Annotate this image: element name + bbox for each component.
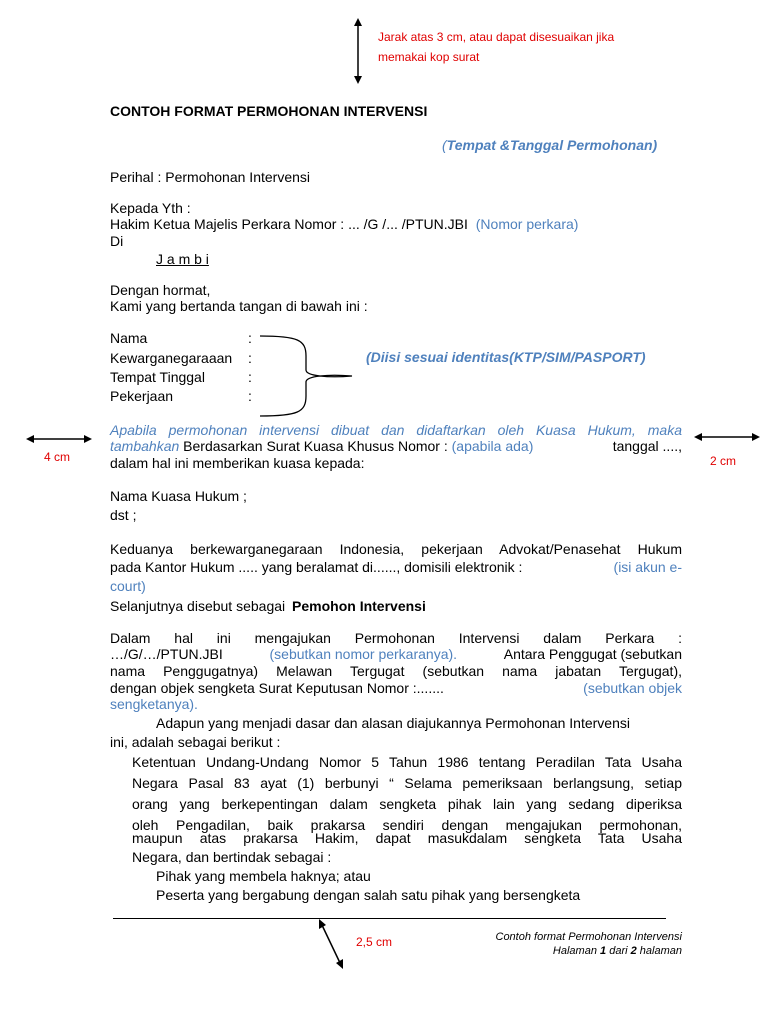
bottom-margin-note: 2,5 cm <box>356 935 393 949</box>
footer-halaman: Halaman <box>552 945 597 957</box>
adapun-line1: Adapun yang menjadi dasar dan alasan diajukannya Permohonan Intervensi <box>156 715 630 731</box>
colon-nama: : <box>248 330 252 346</box>
hakim-text: Hakim Ketua Majelis Perkara Nomor : ... /G /... /PTUN.JBI <box>110 216 468 232</box>
dalam-line5: sengketanya). <box>110 696 198 712</box>
perihal: Perihal : Permohonan Intervensi <box>110 169 310 185</box>
ketentuan-line5: maupun atas prakarsa Hakim, dapat masukdalam sengketa Tata Usaha <box>132 830 682 846</box>
colon-tempat-tinggal: : <box>248 369 252 385</box>
kuasa-surat: Berdasarkan Surat Kuasa Khusus Nomor : <box>183 438 448 454</box>
place-date-note <box>442 137 657 153</box>
keduanya-ecourt: (isi akun e- <box>613 559 682 575</box>
place-date-close: ) <box>652 137 658 153</box>
top-margin-note-line2: memakai kop surat <box>378 50 480 64</box>
option-2: Peserta yang bergabung dengan salah satu pihak yang bersengketa <box>156 887 581 903</box>
salutation: Dengan hormat, <box>110 282 211 298</box>
dalam-sebutkan-nomor: (sebutkan nomor perkaranya). <box>269 646 458 662</box>
footer-divider <box>113 918 666 919</box>
field-pekerjaan: Pekerjaan <box>110 388 174 404</box>
right-margin-note: 2 cm <box>710 454 737 468</box>
kuasa-tanggal: tanggal ...., <box>612 438 682 454</box>
place-date-text: Tempat &Tanggal Permohonan <box>446 137 653 153</box>
keduanya-line2-text: pada Kantor Hukum ..... yang beralamat di......, domisili elektronik : <box>110 559 523 575</box>
colon-kewarganegaraan: : <box>248 350 252 366</box>
keduanya-line2 <box>110 558 682 576</box>
ketentuan-line6: Negara, dan bertindak sebagai : <box>132 849 332 865</box>
footer-title: Contoh format Permohonan Intervensi <box>495 931 682 943</box>
kuasa-apabila: (apabila ada) <box>451 438 534 454</box>
dalam-sebutkan-objek: (sebutkan objek <box>583 680 682 696</box>
ketentuan-line2: Negara Pasal 83 ayat (1) berbunyi “ Selama pemeriksaan berlangsung, setiap <box>132 775 682 791</box>
footer-page-num: 1 <box>600 945 607 957</box>
footer-page-total: 2 <box>630 945 637 957</box>
top-margin-arrow <box>350 18 366 84</box>
hakim-line <box>110 215 578 233</box>
identity-note: (Diisi sesuai identitas(KTP/SIM/PASPORT) <box>366 349 646 365</box>
selanjutnya-line <box>110 597 426 615</box>
option-1: Pihak yang membela haknya; atau <box>156 868 371 884</box>
field-nama: Nama <box>110 330 148 346</box>
kuasa-line3: dalam hal ini memberikan kuasa kepada: <box>110 455 365 471</box>
kepada: Kepada Yth : <box>110 200 191 216</box>
dalam-antara: Antara Penggugat (sebutkan <box>503 646 682 662</box>
doc-title: CONTOH FORMAT PERMOHONAN INTERVENSI <box>110 103 428 119</box>
selanjutnya-text: Selanjutnya disebut sebagai <box>110 598 286 614</box>
kuasa-line2-left <box>110 437 533 455</box>
dalam-line3: nama Penggugatnya) Melawan Tergugat (sebutkan nama jabatan Tergugat), <box>110 663 682 679</box>
ketentuan-line3: orang yang berkepentingan dalam sengketa pihak lain yang sedang diperiksa <box>132 796 682 812</box>
keduanya-line3: court) <box>110 578 146 594</box>
kuasa-tambahkan: tambahkan <box>110 438 180 454</box>
ketentuan-line1: Ketentuan Undang-Undang Nomor 5 Tahun 1986 tentang Peradilan Tata Usaha <box>132 754 682 770</box>
right-margin-arrow <box>694 430 760 444</box>
di-line: Di <box>110 233 124 249</box>
kuasa-line1: Apabila permohonan intervensi dibuat dan didaftarkan oleh Kuasa Hukum, maka <box>110 422 682 438</box>
kuasa-line2 <box>110 437 682 455</box>
left-margin-note: 4 cm <box>44 450 71 464</box>
nama-kuasa: Nama Kuasa Hukum ; <box>110 488 247 504</box>
ketentuan-line4: oleh Pengadilan, baik prakarsa sendiri dengan mengajukan permohonan, <box>132 817 682 833</box>
top-margin-note-line1: Jarak atas 3 cm, atau dapat disesuaikan jika <box>378 30 615 44</box>
left-margin-arrow <box>26 432 92 446</box>
place-date-open: ( <box>442 137 447 153</box>
intro-line: Kami yang bertanda tangan di bawah ini : <box>110 298 368 314</box>
city: J a m b i <box>156 251 209 267</box>
nomor-perkara-note: (Nomor perkara) <box>475 216 579 232</box>
colon-pekerjaan: : <box>248 388 252 404</box>
dalam-line2 <box>110 645 682 663</box>
footer-halaman-end: halaman <box>639 945 682 957</box>
bottom-margin-arrow <box>316 918 346 970</box>
footer-dari: dari <box>609 945 628 957</box>
adapun-line2: ini, adalah sebagai berikut : <box>110 734 281 750</box>
keduanya-line1: Keduanya berkewarganegaraan Indonesia, pekerjaan Advokat/Penasehat Hukum <box>110 541 682 557</box>
field-kewarganegaraan: Kewarganegaraaan <box>110 350 233 366</box>
dalam-objek: dengan objek sengketa Surat Keputusan Nomor :....... <box>110 680 444 696</box>
field-tempat-tinggal: Tempat Tinggal <box>110 369 205 385</box>
footer-page <box>553 945 682 957</box>
dalam-line1: Dalam hal ini mengajukan Permohonan Intervensi dalam Perkara : <box>110 630 682 646</box>
dst: dst ; <box>110 507 137 523</box>
identity-brace <box>258 334 358 418</box>
pemohon-intervensi: Pemohon Intervensi <box>292 598 426 614</box>
dalam-nomor: …/G/…/PTUN.JBI <box>110 646 223 662</box>
